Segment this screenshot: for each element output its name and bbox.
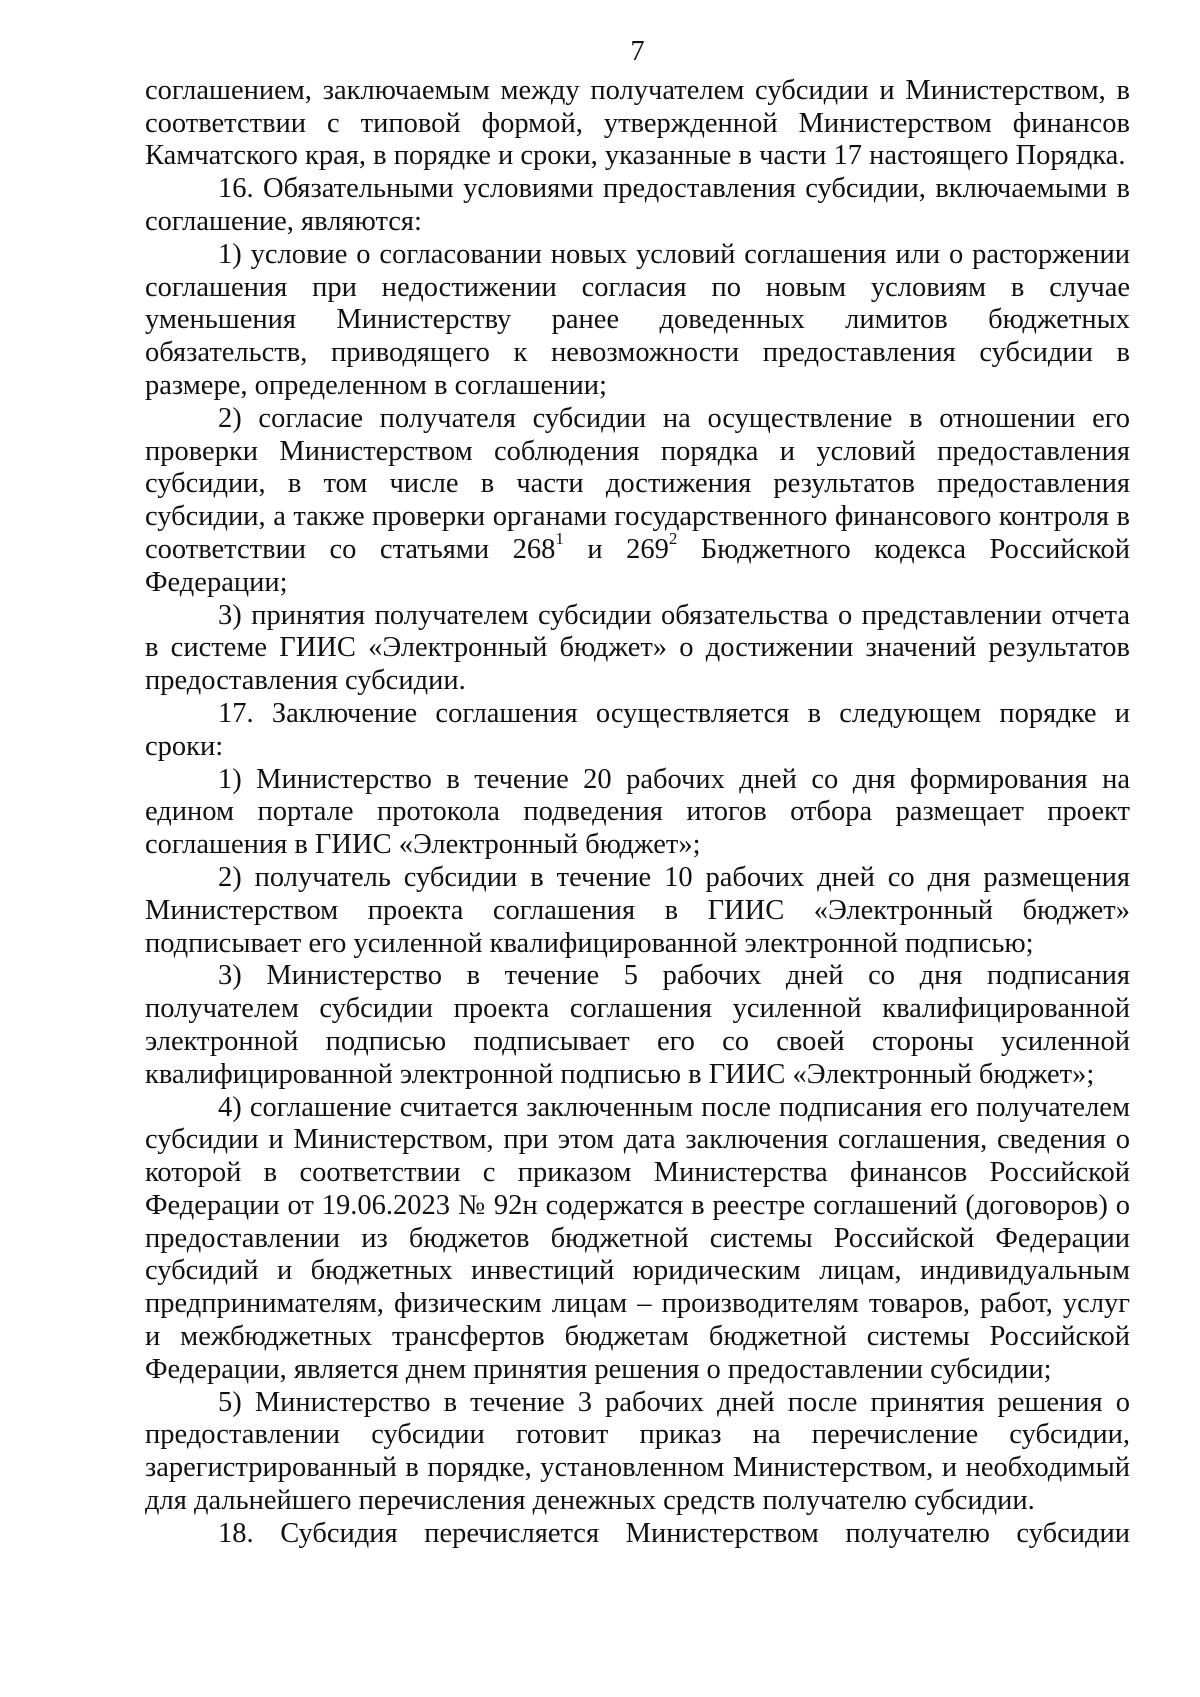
- paragraph-17-item-2: 2) получатель субсидии в течение 10 рабочих дней со дня размещения Министерством проекта соглашения в ГИИС «Электронный бюджет» подписывает его усиленной квалифицированной электронной подписью;: [145, 861, 1130, 959]
- paragraph-17-item-3: 3) Министерство в течение 5 рабочих дней со дня подписания получателем субсидии проекта соглашения усиленной квалифицированной электронной подписью подписывает его со своей стороны усиленной квалифицированной электронной подписью в ГИИС «Электронный бюджет»;: [145, 960, 1130, 1090]
- paragraph-16-item-2-text-a: 2) согласие получателя субсидии на осуществление в отношении его проверки Министерством соблюдения порядка и условий предоставления субсидии, в том числе в части достижения результатов предоставления субсидии, а также проверки органами государственного финансового контроля в соответствии со статьями 268: [145, 402, 1130, 565]
- superscript-2: 2: [668, 529, 678, 549]
- paragraph-16-item-2-text-b: и 269: [563, 533, 669, 565]
- paragraph-16-item-3: 3) принятия получателем субсидии обязательства о представлении отчета в системе ГИИС «Электронный бюджет» о достижении значений результатов предоставления субсидии.: [145, 599, 1130, 697]
- paragraph-17-item-5: 5) Министерство в течение 3 рабочих дней после принятия решения о предоставлении субсидии готовит приказ на перечисление субсидии, зарегистрированный в порядке, установленном Министерством, и необходимый для дальнейшего перечисления денежных средств получателю субсидии.: [145, 1386, 1130, 1517]
- paragraph-18: 18. Субсидия перечисляется Министерством получателю субсидии: [218, 1517, 1130, 1549]
- paragraph-17-item-4: 4) соглашение считается заключенным после подписания его получателем субсидии и Министерством, при этом дата заключения соглашения, сведения о которой в соответствии с приказом Министерства финансов Российской Федерации от 19.06.2023 № 92н содержатся в реестре соглашений (договоров) о предоставлении из бюджетов бюджетной системы Российской Федерации субсидий и бюджетных инвестиций юридическим лицам, индивидуальным предпринимателям, физическим лицам – производителям товаров, работ, услуг и межбюджетных трансфертов бюджетам бюджетной системы Российской Федерации, является днем принятия решения о предоставлении субсидии;: [145, 1091, 1130, 1385]
- paragraph-16-item-2: [145, 403, 1130, 600]
- paragraph-17-item-1: 1) Министерство в течение 20 рабочих дней со дня формирования на едином портале протокола подведения итогов отбора размещает проект соглашения в ГИИС «Электронный бюджет»;: [145, 763, 1130, 861]
- paragraph-17: 17. Заключение соглашения осуществляется в следующем порядке и сроки:: [145, 697, 1130, 762]
- paragraph-16: 16. Обязательными условиями предоставления субсидии, включаемыми в соглашение, являются:: [145, 173, 1130, 237]
- paragraph-16-item-1: 1) условие о согласовании новых условий соглашения или о расторжении соглашения при недостижении согласия по новым условиям в случае уменьшения Министерству ранее доведенных лимитов бюджетных обязательств, приводящего к невозможности предоставления субсидии в размере, определенном в соглашении;: [145, 238, 1130, 401]
- document-page: [145, 36, 1130, 1551]
- superscript-1: 1: [555, 529, 564, 549]
- paragraph-16-item-2-text-c: Бюджетного кодекса Российской Федерации;: [145, 533, 1130, 598]
- page-number: 7: [630, 36, 645, 67]
- paragraph-intro: соглашением, заключаемым между получателем субсидии и Министерством, в соответствии с типовой формой, утвержденной Министерством финансов Камчатского края, в порядке и сроки, указанные в части 17 настоящего Порядка.: [145, 74, 1130, 172]
